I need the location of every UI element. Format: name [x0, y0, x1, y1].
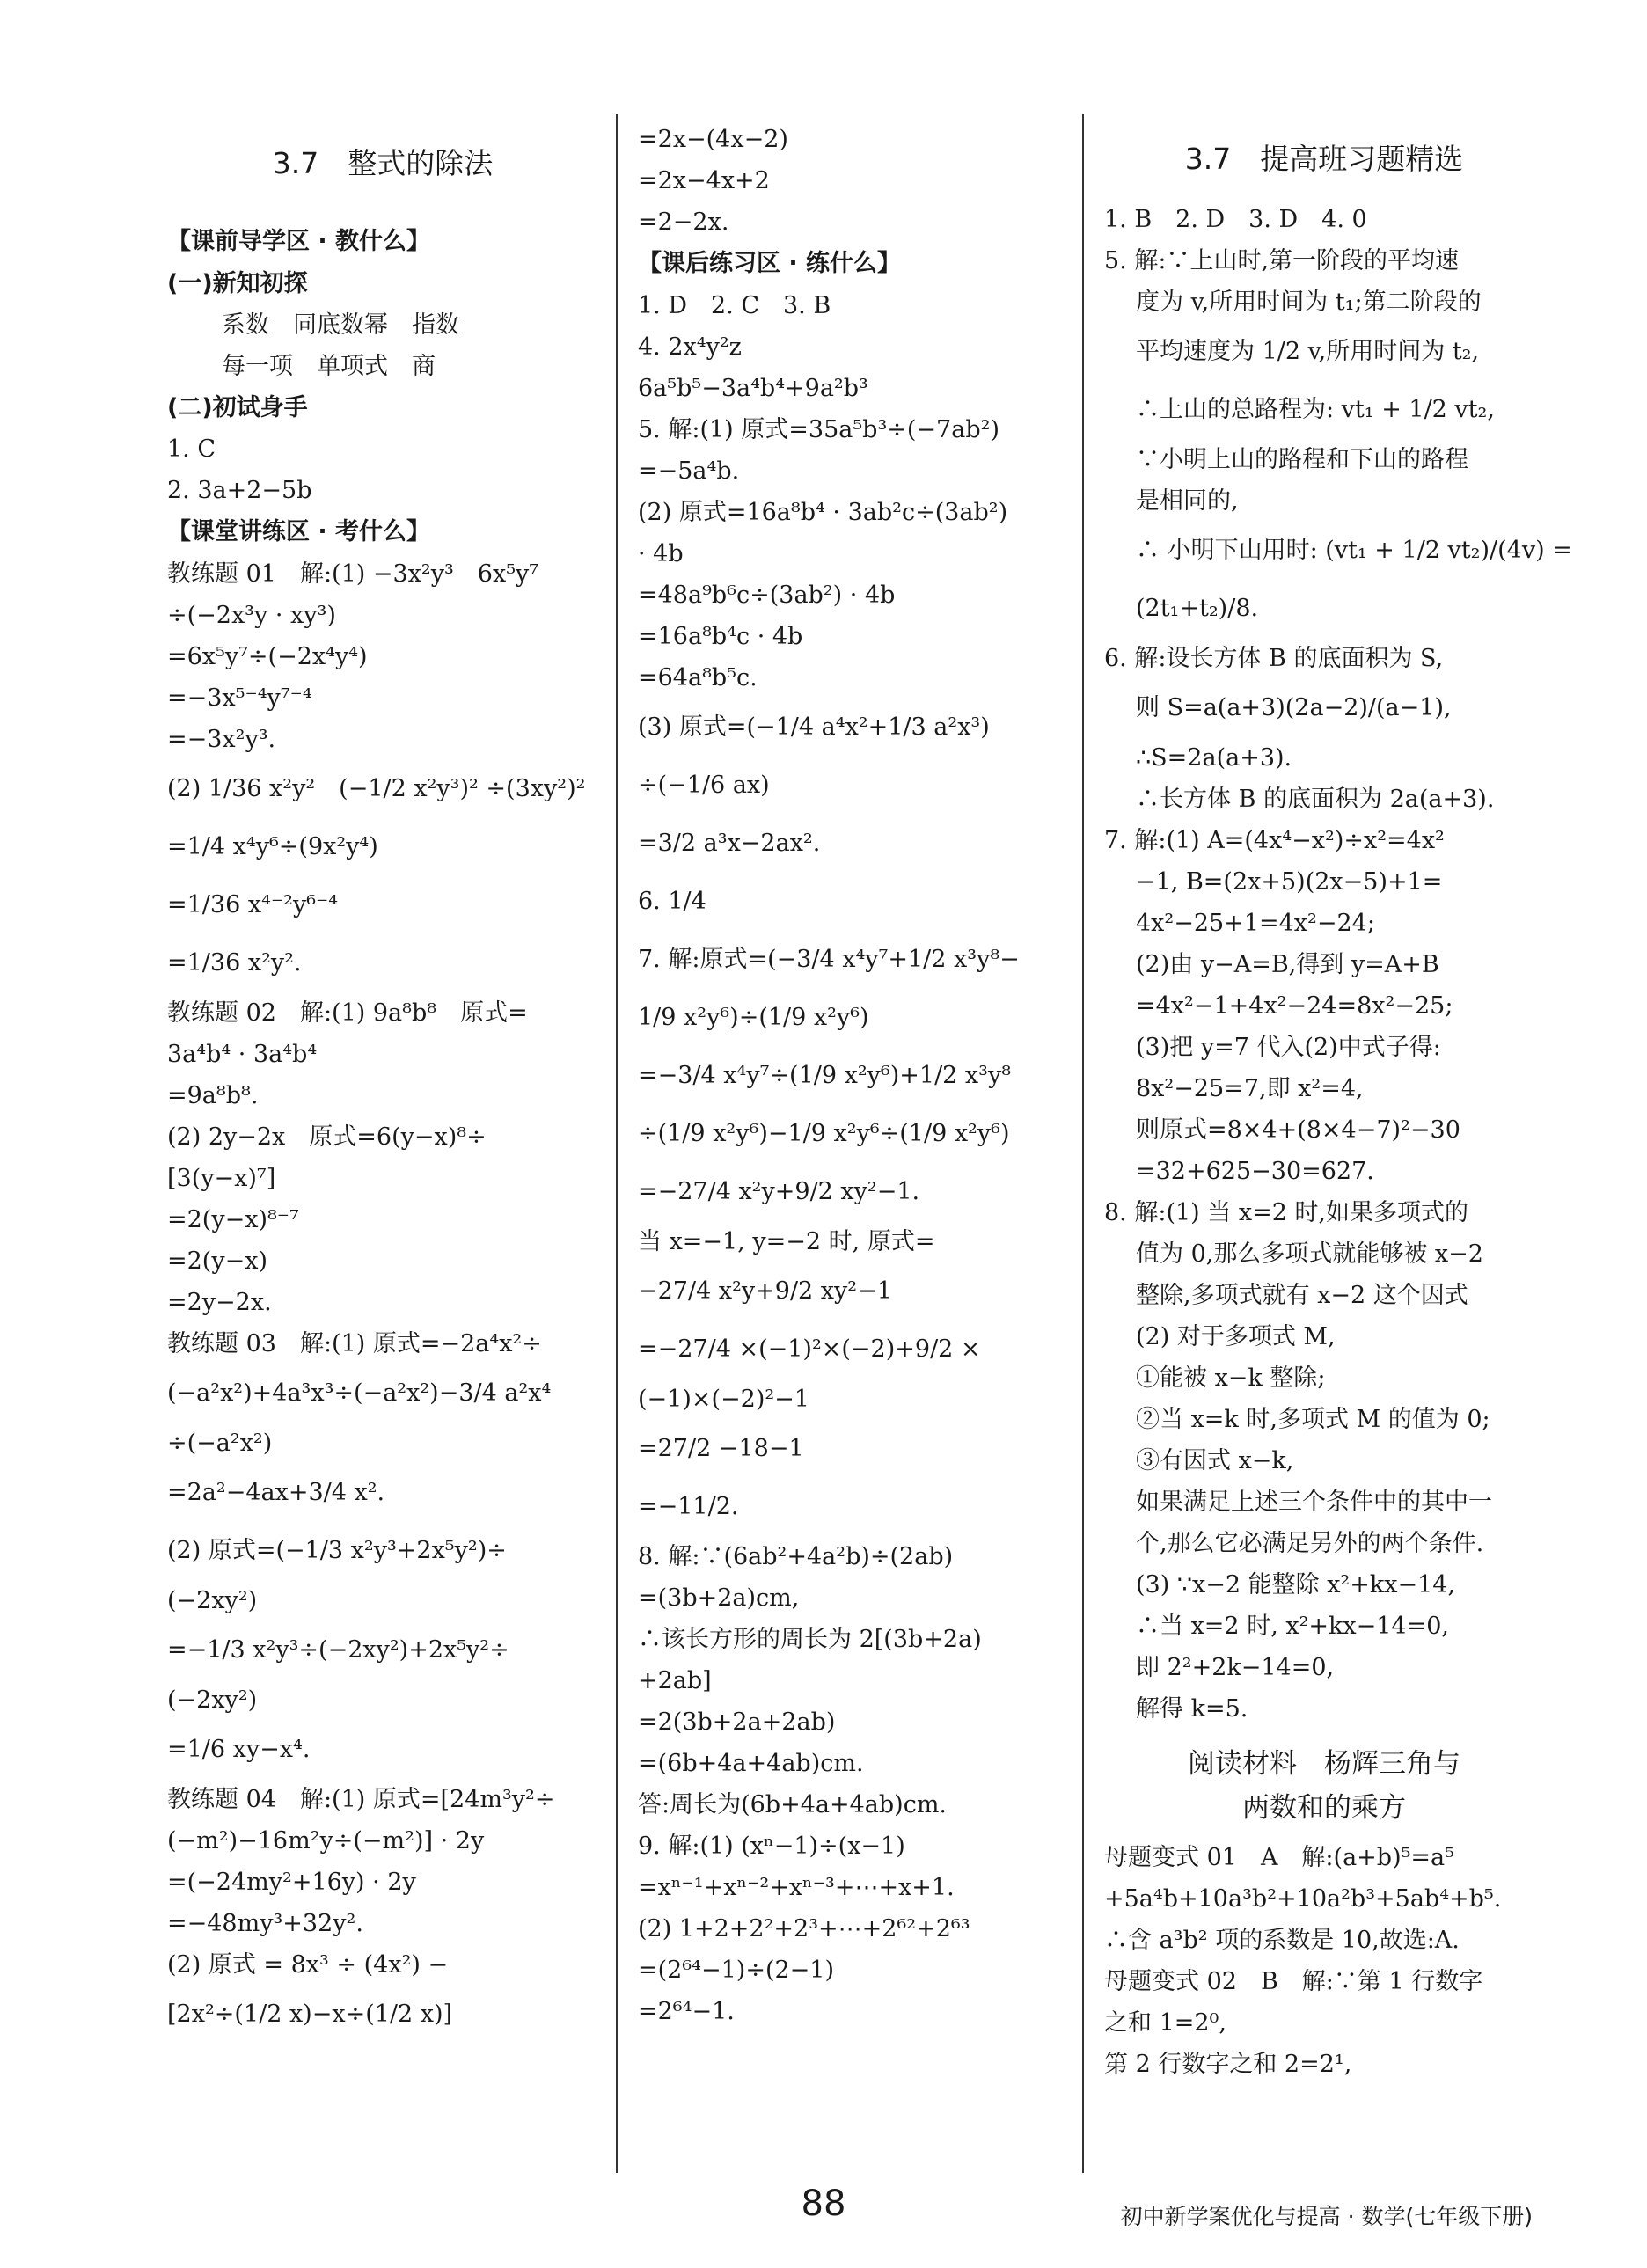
solution-line: 5. 解:(1) 原式=35a⁵b³÷(−7ab²): [638, 416, 999, 443]
solution-line: =(6b+4a+4ab)cm.: [638, 1750, 864, 1777]
answer-line: 每一项 单项式 商: [222, 353, 436, 380]
solution-line: 6. 1/4: [638, 888, 706, 915]
solution-line: =−1/3 x²y³÷(−2xy²)+2x⁵y²÷: [167, 1636, 509, 1664]
solution-line: 值为 0,那么多项式就能够被 x−2: [1136, 1240, 1483, 1268]
solution-line: (−2xy²): [167, 1686, 258, 1714]
solution-line: +5a⁴b+10a³b²+10a²b³+5ab⁴+b⁵.: [1104, 1885, 1502, 1913]
solution-line: =2y−2x.: [167, 1289, 272, 1316]
solution-line: =2x−(4x−2): [638, 126, 788, 153]
solution-line: 6a⁵b⁵−3a⁴b⁴+9a²b³: [638, 375, 868, 402]
solution-line: 8x²−25=7,即 x²=4,: [1136, 1075, 1364, 1102]
solution-line: ∴S=2a(a+3).: [1136, 744, 1292, 772]
solution-line: 8. 解:(1) 当 x=2 时,如果多项式的: [1104, 1199, 1469, 1226]
solution-line: (2) 1/36 x²y² (−1/2 x²y³)² ÷(3xy²)²: [167, 775, 586, 802]
solution-line: ①能被 x−k 整除;: [1136, 1364, 1326, 1392]
solution-line: =xⁿ⁻¹+xⁿ⁻²+xⁿ⁻³+⋯+x+1.: [638, 1874, 955, 1901]
answer-line: 1. C: [167, 435, 216, 463]
solution-line: =2(3b+2a+2ab): [638, 1708, 836, 1736]
solution-line: (2) 原式 = 8x³ ÷ (4x²) −: [167, 1951, 449, 1979]
column-3: [1104, 136, 1572, 2085]
solution-line: +2ab]: [638, 1667, 712, 1694]
solution-line: −27/4 x²y+9/2 xy²−1: [638, 1277, 892, 1305]
solution-line: 5. 解:∵上山时,第一阶段的平均速: [1104, 247, 1460, 274]
solution-line: =9a⁸b⁸.: [167, 1082, 259, 1109]
solution-line: =−3/4 x⁴y⁷÷(1/9 x²y⁶)+1/2 x³y⁸: [638, 1062, 1012, 1089]
solution-line: 教练题 02 解:(1) 9a⁸b⁸ 原式=: [167, 999, 528, 1027]
solution-line: (2) 对于多项式 M,: [1136, 1323, 1336, 1350]
solution-line: 3a⁴b⁴ · 3a⁴b⁴: [167, 1041, 318, 1068]
reading-material-title: [1104, 1742, 1544, 1830]
solution-line: (−2xy²): [167, 1587, 258, 1614]
solution-line: ∵小明上山的路程和下山的路程: [1136, 446, 1468, 473]
solution-line: =27/2 −18−1: [638, 1435, 804, 1462]
solution-line: =64a⁸b⁵c.: [638, 664, 758, 691]
solution-line: =−3x⁵⁻⁴y⁷⁻⁴: [167, 684, 312, 712]
answer-line: 1. B 2. D 3. D 4. 0: [1104, 206, 1367, 233]
solution-line: (3)把 y=7 代入(2)中式子得:: [1136, 1034, 1441, 1061]
solution-line: =3/2 a³x−2ax².: [638, 830, 821, 857]
solution-line: 7. 解:原式=(−3/4 x⁴y⁷+1/2 x³y⁸−: [638, 946, 1020, 973]
solution-line: ∴当 x=2 时, x²+kx−14=0,: [1136, 1613, 1449, 1640]
solution-line: 教练题 04 解:(1) 原式=[24m³y²÷: [167, 1786, 555, 1813]
solution-line: 9. 解:(1) (xⁿ−1)÷(x−1): [638, 1833, 905, 1860]
solution-line: 答:周长为(6b+4a+4ab)cm.: [638, 1791, 948, 1818]
page-number: 88: [801, 2184, 846, 2224]
solution-line: =48a⁹b⁶c÷(3ab²) · 4b: [638, 582, 896, 609]
solution-line: 教练题 01 解:(1) −3x²y³ 6x⁵y⁷: [167, 560, 539, 588]
solution-line: =−48my³+32y².: [167, 1910, 363, 1937]
solution-line: (2)由 y−A=B,得到 y=A+B: [1136, 951, 1439, 978]
solution-line: 6. 解:设长方体 B 的底面积为 S,: [1104, 645, 1444, 672]
solution-line: =2⁶⁴−1.: [638, 1998, 735, 2025]
reading-title-line: 两数和的乘方: [1242, 1792, 1406, 1824]
solution-line: 解得 k=5.: [1136, 1695, 1248, 1723]
solution-line: ÷(−a²x²): [167, 1430, 273, 1457]
solution-line: 教练题 03 解:(1) 原式=−2a⁴x²÷: [167, 1330, 542, 1357]
solution-line: [3(y−x)⁷]: [167, 1165, 276, 1192]
solution-line: 则原式=8×4+(8×4−7)²−30: [1136, 1116, 1460, 1144]
solution-line: (−m²)−16m²y÷(−m²)] · 2y: [167, 1827, 485, 1855]
solution-line: =(−24my²+16y) · 2y: [167, 1869, 416, 1896]
solution-line: (3) 原式=(−1/4 a⁴x²+1/3 a²x³): [638, 713, 990, 741]
solution-line: 如果满足上述三个条件中的其中一: [1136, 1489, 1492, 1516]
subsection-heading: (一)新知初探: [167, 270, 308, 297]
subsection-heading: (二)初试身手: [167, 394, 308, 421]
book-footer: 初中新学案优化与提高 · 数学(七年级下册): [1120, 2204, 1533, 2229]
solution-line: =32+625−30=627.: [1136, 1158, 1374, 1185]
solution-line: ÷(1/9 x²y⁶)−1/9 x²y⁶÷(1/9 x²y⁶): [638, 1120, 1010, 1147]
solution-line: 当 x=−1, y=−2 时, 原式=: [638, 1228, 935, 1255]
solution-line: ③有因式 x−k,: [1136, 1447, 1294, 1474]
solution-line: 1. D 2. C 3. B: [638, 292, 831, 319]
solution-line: =1/4 x⁴y⁶÷(9x²y⁴): [167, 833, 378, 860]
solution-line: 8. 解:∵(6ab²+4a²b)÷(2ab): [638, 1543, 954, 1570]
answer-line: 系数 同底数幂 指数: [222, 311, 459, 339]
solution-line: 度为 v,所用时间为 t₁;第二阶段的: [1136, 289, 1482, 316]
solution-line: =1/36 x²y².: [167, 949, 302, 977]
column-2: [638, 119, 1060, 2032]
solution-line: =−3x²y³.: [167, 726, 276, 753]
solution-line: =2(y−x)⁸⁻⁷: [167, 1206, 299, 1233]
solution-line: =−27/4 ×(−1)²×(−2)+9/2 ×: [638, 1335, 981, 1363]
solution-line: ÷(−2x³y · xy³): [167, 602, 336, 629]
solution-line: ∴该长方形的周长为 2[(3b+2a): [638, 1626, 982, 1653]
solution-line: ∴ 小明下山用时: (vt₁ + 1/2 vt₂)/(4v) =: [1136, 537, 1572, 564]
solution-line: =4x²−1+4x²−24=8x²−25;: [1136, 992, 1453, 1020]
section-title: 3.7 提高班习题精选: [1184, 142, 1464, 176]
solution-line: 母题变式 02 B 解:∵第 1 行数字: [1104, 1968, 1483, 1995]
solution-line: ②当 x=k 时,多项式 M 的值为 0;: [1136, 1406, 1490, 1433]
solution-line: (2) 2y−2x 原式=6(y−x)⁸÷: [167, 1123, 487, 1151]
solution-line: 则 S=a(a+3)(2a−2)/(a−1),: [1136, 694, 1452, 721]
solution-line: 是相同的,: [1136, 487, 1239, 515]
solution-line: 母题变式 01 A 解:(a+b)⁵=a⁵: [1104, 1844, 1454, 1871]
solution-line: =1/36 x⁴⁻²y⁶⁻⁴: [167, 891, 339, 918]
solution-line: (−a²x²)+4a³x³÷(−a²x²)−3/4 a²x⁴: [167, 1379, 552, 1407]
solution-line: (3) ∵x−2 能整除 x²+kx−14,: [1136, 1571, 1456, 1599]
solution-line: 7. 解:(1) A=(4x⁴−x²)÷x²=4x²: [1104, 827, 1445, 854]
solution-line: ∴长方体 B 的底面积为 2a(a+3).: [1136, 786, 1495, 813]
solution-line: 4x²−25+1=4x²−24;: [1136, 910, 1375, 937]
solution-line: 即 2²+2k−14=0,: [1136, 1654, 1335, 1681]
solution-line: =2(y−x): [167, 1247, 267, 1275]
solution-line: 个,那么它必满足另外的两个条件.: [1136, 1530, 1484, 1557]
solution-line: =(2⁶⁴−1)÷(2−1): [638, 1957, 834, 1984]
reading-title-line: 阅读材料 杨辉三角与: [1188, 1748, 1460, 1780]
solution-line: =(3b+2a)cm,: [638, 1584, 800, 1612]
solution-line: 1/9 x²y⁶)÷(1/9 x²y⁶): [638, 1004, 869, 1031]
column-divider-2: [1082, 114, 1084, 2173]
solution-line: =−5a⁴b.: [638, 457, 740, 485]
section-heading: 【课堂讲练区 · 考什么】: [167, 518, 431, 545]
solution-line: =2a²−4ax+3/4 x².: [167, 1479, 385, 1506]
solution-line: =6x⁵y⁷÷(−2x⁴y⁴): [167, 643, 368, 670]
solution-line: =16a⁸b⁴c · 4b: [638, 623, 803, 650]
solution-line: (2t₁+t₂)/8.: [1136, 595, 1259, 622]
solution-line: 第 2 行数字之和 2=2¹,: [1104, 2051, 1352, 2078]
solution-line: (2) 1+2+2²+2³+⋯+2⁶²+2⁶³: [638, 1915, 970, 1942]
solution-line: 平均速度为 1/2 v,所用时间为 t₂,: [1136, 338, 1480, 365]
solution-line: 整除,多项式就有 x−2 这个因式: [1136, 1282, 1468, 1309]
solution-line: =−11/2.: [638, 1493, 739, 1520]
solution-line: (−1)×(−2)²−1: [638, 1386, 809, 1413]
solution-line: =2x−4x+2: [638, 167, 770, 194]
section-heading: 【课后练习区 · 练什么】: [638, 250, 902, 277]
solution-line: 4. 2x⁴y²z: [638, 333, 742, 361]
section-heading: 【课前导学区 · 教什么】: [167, 228, 431, 255]
solution-line: −1, B=(2x+5)(2x−5)+1=: [1136, 868, 1443, 896]
solution-line: 之和 1=2⁰,: [1104, 2009, 1226, 2037]
solution-line: (2) 原式=(−1/3 x²y³+2x⁵y²)÷: [167, 1537, 507, 1564]
solution-line: (2) 原式=16a⁸b⁴ · 3ab²c÷(3ab²): [638, 499, 1008, 526]
solution-line: =1/6 xy−x⁴.: [167, 1736, 311, 1763]
solution-line: ÷(−1/6 ax): [638, 772, 770, 799]
solution-line: [2x²÷(1/2 x)−x÷(1/2 x)]: [167, 2001, 453, 2028]
column-1: [167, 114, 598, 2044]
solution-line: =−27/4 x²y+9/2 xy²−1.: [638, 1178, 920, 1205]
solution-line: ∴上山的总路程为: vt₁ + 1/2 vt₂,: [1136, 396, 1495, 423]
section-title: 3.7 整式的除法: [272, 146, 494, 180]
column-divider-1: [616, 114, 618, 2173]
solution-line: ∴含 a³b² 项的系数是 10,故选:A.: [1104, 1927, 1460, 1954]
solution-line: =2−2x.: [638, 209, 729, 236]
solution-line: · 4b: [638, 540, 684, 567]
answer-line: 2. 3a+2−5b: [167, 477, 312, 504]
